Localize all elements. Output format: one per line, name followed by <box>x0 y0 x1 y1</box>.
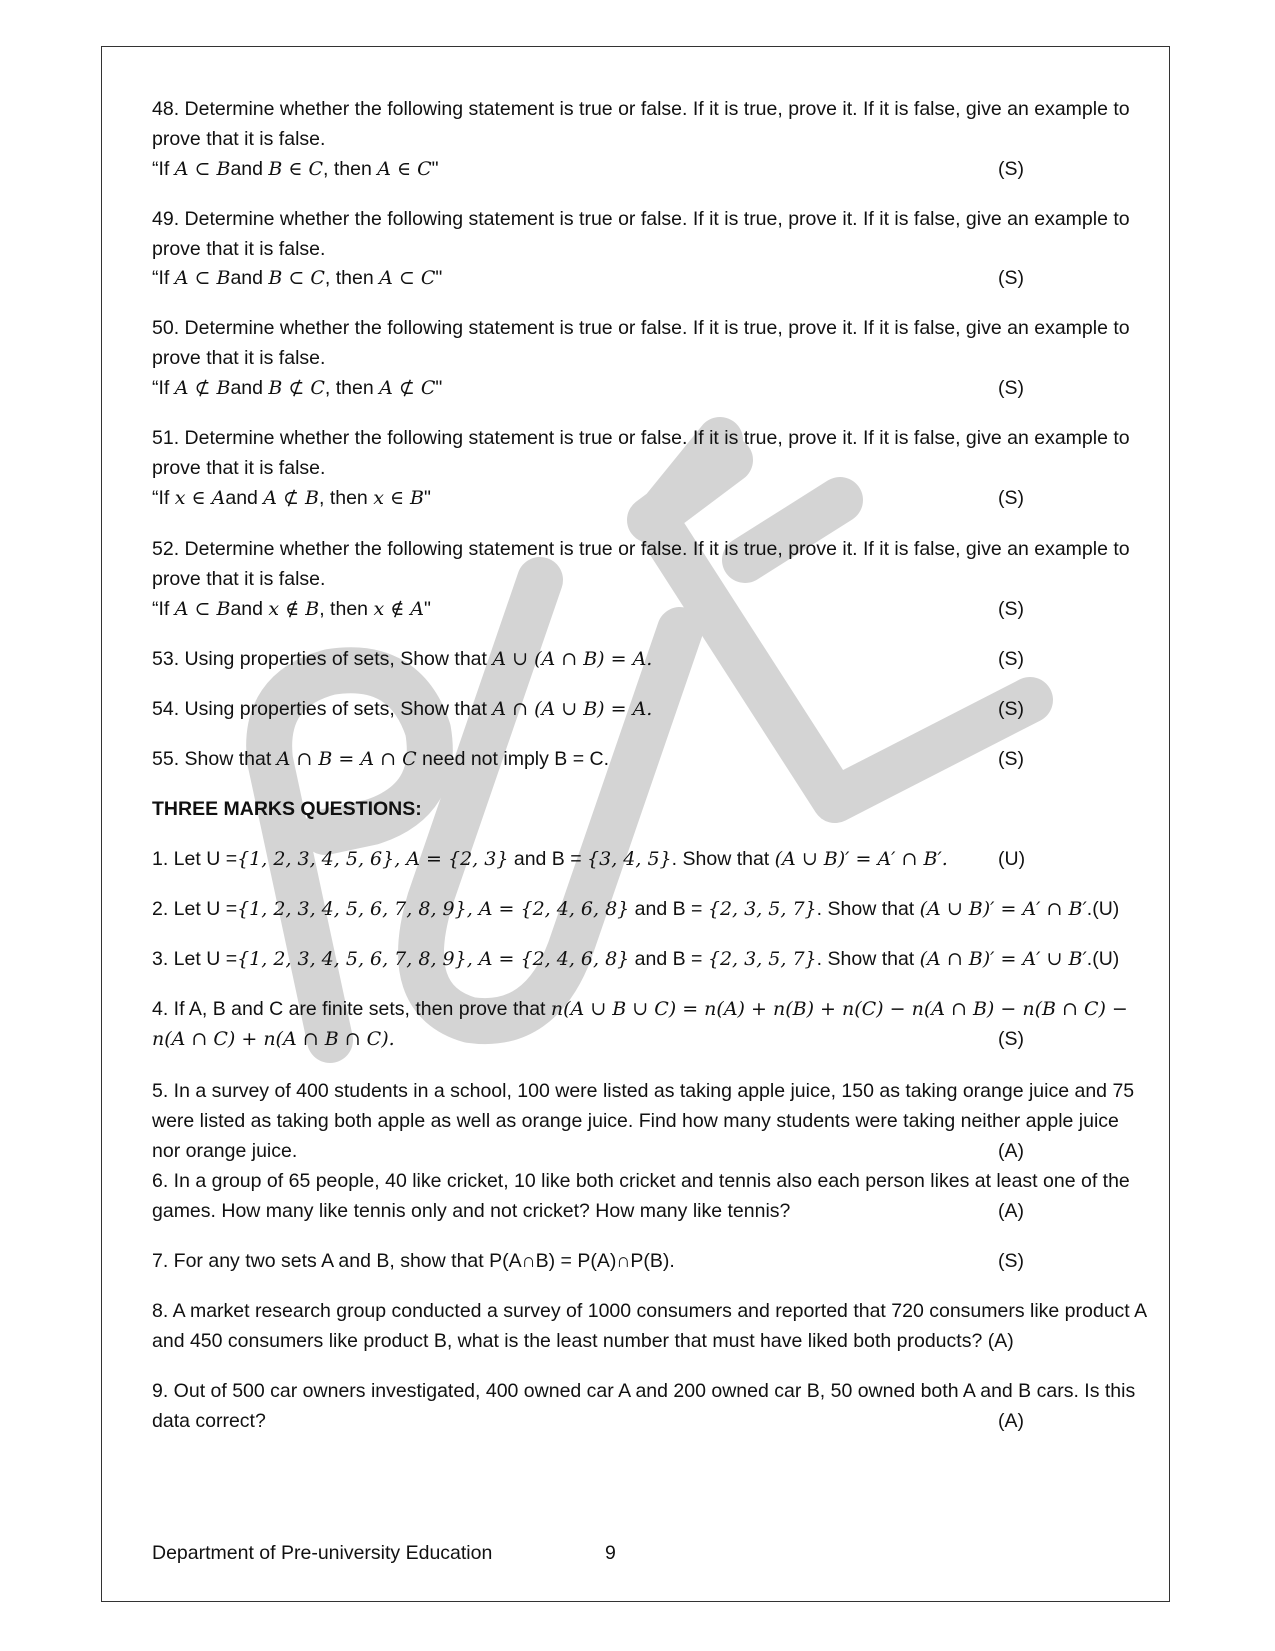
q51-cont: prove that it is false. <box>152 457 326 479</box>
t4-line2: n(A ∩ C) + n(A ∩ B ∩ C). <box>152 1028 395 1050</box>
t8-line2: and 450 consumers like product B, what is the least number that must have liked both products? (A) <box>152 1330 1014 1352</box>
q48-intro: 48. Determine whether the following statement is true or false. If it is true, prove it. If it is false, give an example to <box>152 98 1130 120</box>
t5-line1: 5. In a survey of 400 students in a school, 100 were listed as taking apple juice, 150 as taking orange juice and 75 <box>152 1080 1135 1102</box>
q52-statement: “If A ⊂ Band x ∉ B, then x ∉ A" <box>152 598 431 620</box>
t1-text: 1. Let U ={1, 2, 3, 4, 5, 6}, A = {2, 3} and B = {3, 4, 5}. Show that (A ∪ B)′ = A′ ∩ B′. <box>152 848 948 870</box>
t7-line1: 7. For any two sets A and B, show that P(A∩B) = P(A)∩P(B). <box>152 1250 675 1272</box>
q51-intro: 51. Determine whether the following statement is true or false. If it is true, prove it. If it is false, give an example to <box>152 427 1130 449</box>
t6-tag: (A) <box>998 1200 1024 1222</box>
q52-intro: 52. Determine whether the following statement is true or false. If it is true, prove it. If it is false, give an example to <box>152 538 1130 560</box>
t5-line3: nor orange juice. <box>152 1140 298 1162</box>
q49-cont: prove that it is false. <box>152 238 326 260</box>
t5-line2: were listed as taking both apple as well as orange juice. Find how many students were taking neither apple juice <box>152 1110 1119 1132</box>
t9-line2: data correct? <box>152 1410 266 1432</box>
q48-statement: “If A ⊂ Band B ∈ C, then A ∈ C" <box>152 158 439 180</box>
t9-tag: (A) <box>998 1410 1024 1432</box>
t1-tag: (U) <box>998 848 1026 870</box>
q51-tag: (S) <box>998 487 1024 509</box>
t4-line1: 4. If A, B and C are finite sets, then prove that n(A ∪ B ∪ C) = n(A) + n(B) + n(C) − n(A ∩ B) − n(B ∩ C) − <box>152 998 1128 1020</box>
q49-statement: “If A ⊂ Band B ⊂ C, then A ⊂ C" <box>152 267 443 289</box>
q53-text: 53. Using properties of sets, Show that A ∪ (A ∩ B) = A. <box>152 648 653 670</box>
q49-tag: (S) <box>998 267 1024 289</box>
q50-intro: 50. Determine whether the following statement is true or false. If it is true, prove it. If it is false, give an example to <box>152 317 1130 339</box>
footer-page-number: 9 <box>605 1542 616 1564</box>
t2-text: 2. Let U ={1, 2, 3, 4, 5, 6, 7, 8, 9}, A = {2, 4, 6, 8} and B = {2, 3, 5, 7}. Show that (A ∪ B)′ = A′ ∩ B′.(U) <box>152 898 1120 920</box>
three-marks-heading: THREE MARKS QUESTIONS: <box>152 798 422 820</box>
t7-tag: (S) <box>998 1250 1024 1272</box>
t4-tag: (S) <box>998 1028 1024 1050</box>
q55-tag: (S) <box>998 748 1024 770</box>
q52-tag: (S) <box>998 598 1024 620</box>
q52-cont: prove that it is false. <box>152 568 326 590</box>
q54-text: 54. Using properties of sets, Show that A ∩ (A ∪ B) = A. <box>152 698 653 720</box>
watermark-text: PUE <box>0 0 3 1</box>
q50-statement: “If A ⊄ Band B ⊄ C, then A ⊄ C" <box>152 377 443 399</box>
q49-intro: 49. Determine whether the following statement is true or false. If it is true, prove it. If it is false, give an example to <box>152 208 1130 230</box>
q55-text: 55. Show that A ∩ B = A ∩ C need not imply B = C. <box>152 748 610 770</box>
q50-cont: prove that it is false. <box>152 347 326 369</box>
t8-line1: 8. A market research group conducted a survey of 1000 consumers and reported that 720 consumers like product A <box>152 1300 1148 1322</box>
q51-statement: “If x ∈ Aand A ⊄ B, then x ∈ B" <box>152 487 431 509</box>
q48-cont: prove that it is false. <box>152 128 326 150</box>
t6-line2: games. How many like tennis only and not cricket? How many like tennis? <box>152 1200 791 1222</box>
q54-tag: (S) <box>998 698 1024 720</box>
q50-tag: (S) <box>998 377 1024 399</box>
t5-tag: (A) <box>998 1140 1024 1162</box>
t6-line1: 6. In a group of 65 people, 40 like cricket, 10 like both cricket and tennis also each person likes at least one of the <box>152 1170 1130 1192</box>
q48-tag: (S) <box>998 158 1024 180</box>
t9-line1: 9. Out of 500 car owners investigated, 400 owned car A and 200 owned car B, 50 owned both A and B cars. Is this <box>152 1380 1136 1402</box>
q53-tag: (S) <box>998 648 1024 670</box>
t3-text: 3. Let U ={1, 2, 3, 4, 5, 6, 7, 8, 9}, A = {2, 4, 6, 8} and B = {2, 3, 5, 7}. Show that (A ∩ B)′ = A′ ∪ B′.(U) <box>152 948 1120 970</box>
footer-department: Department of Pre-university Education <box>152 1542 493 1564</box>
